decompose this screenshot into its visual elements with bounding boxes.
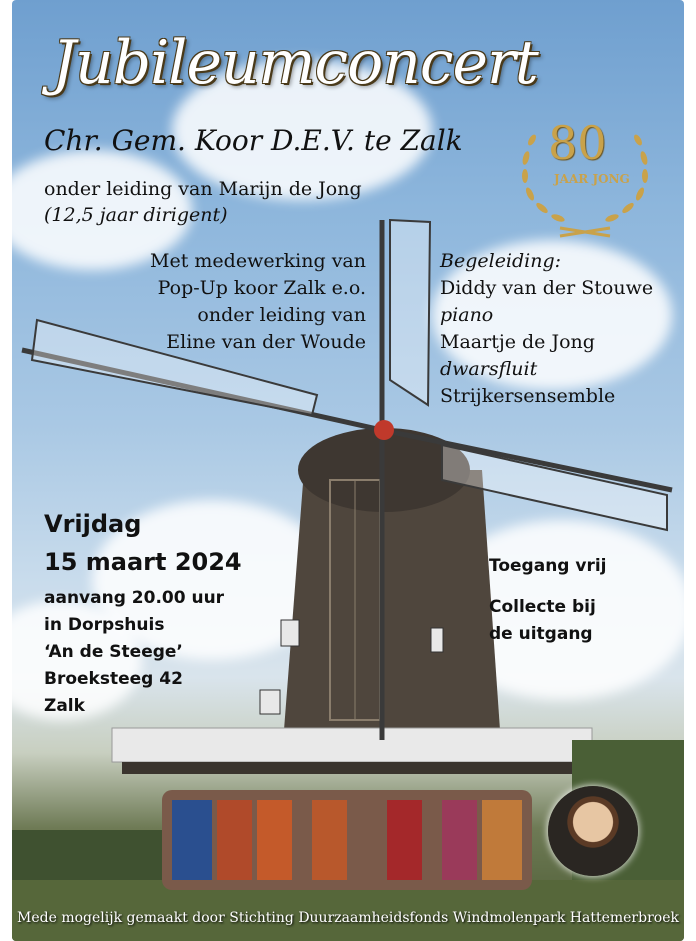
page-title: Jubileumconcert: [52, 28, 538, 98]
entry-line: Toegang vrij: [489, 556, 607, 576]
windmill-window: [260, 690, 280, 714]
accompaniment-line: piano: [440, 304, 494, 326]
accompaniment-line: Strijkersensemble: [440, 385, 616, 407]
event-line: Broeksteeg 42: [44, 669, 183, 689]
cooperation-line: Pop-Up koor Zalk e.o.: [157, 277, 366, 299]
cooperation-line: Met medewerking van: [150, 250, 366, 272]
cooperation-line: Eline van der Woude: [166, 331, 366, 353]
badge-number: 80: [548, 116, 607, 170]
windmill-gallery: [112, 728, 592, 762]
windmill-window: [431, 628, 443, 652]
event-line: ‘An de Steege’: [44, 642, 183, 662]
event-line: aanvang 20.00 uur: [44, 588, 225, 608]
event-day: Vrijdag: [44, 510, 142, 538]
conductor-portrait: [548, 786, 638, 876]
conductor-line: onder leiding van Marijn de Jong: [44, 178, 362, 200]
choir-name: Chr. Gem. Koor D.E.V. te Zalk: [44, 124, 463, 157]
event-line: in Dorpshuis: [44, 615, 165, 635]
accompaniment-line: dwarsfluit: [440, 358, 538, 380]
entry-line: de uitgang: [489, 624, 593, 644]
accompaniment-heading: Begeleiding:: [440, 250, 562, 272]
anniversary-badge: [510, 110, 660, 240]
poster: [12, 0, 684, 941]
event-line: Zalk: [44, 696, 85, 716]
windmill-hub: [374, 420, 394, 440]
accompaniment-line: Diddy van der Stouwe: [440, 277, 654, 299]
conductor-note: (12,5 jaar dirigent): [44, 204, 228, 226]
sponsor-footer: Mede mogelijk gemaakt door Stichting Duurzaamheidsfonds Windmolenpark Hattemerbroek: [17, 910, 679, 926]
accompaniment-line: Maartje de Jong: [440, 331, 595, 353]
entry-line: Collecte bij: [489, 597, 596, 617]
choir-group: [162, 790, 532, 890]
badge-text: JAAR JONG: [554, 172, 630, 186]
windmill-window: [281, 620, 299, 646]
cooperation-line: onder leiding van: [197, 304, 366, 326]
event-date: 15 maart 2024: [44, 548, 242, 576]
